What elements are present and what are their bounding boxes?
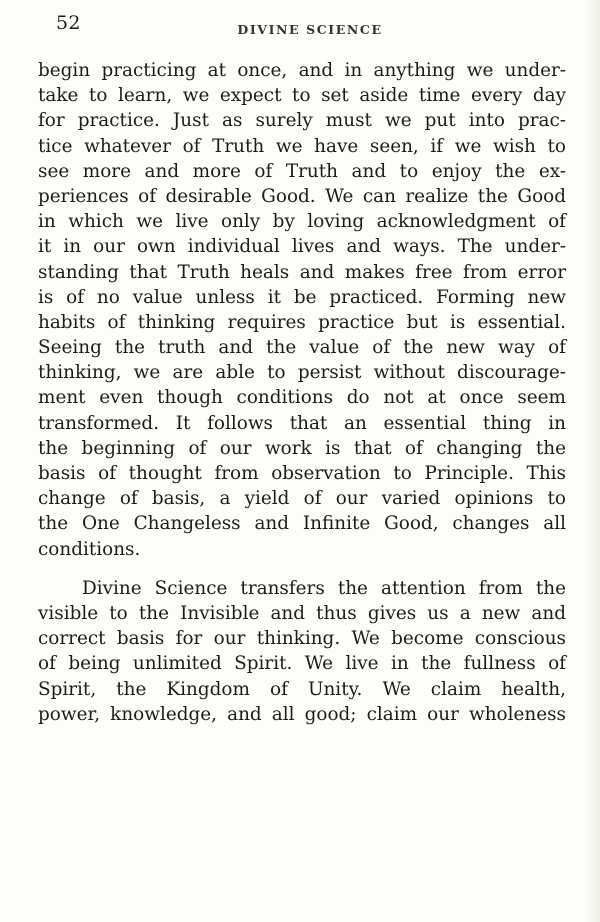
text-line: habits of thinking requires practice but is essential. [38,311,566,333]
text-line: see more and more of Truth and to enjoy the ex- [38,160,566,182]
text-line: Divine Science transfers the attention from the [82,577,566,599]
text-line: for practice. Just as surely must we put into prac- [38,110,566,132]
text-line: the One Changeless and Infinite Good, changes all [38,513,566,535]
text-line: Seeing the truth and the value of the new way of [38,337,566,359]
text-line: it in our own individual lives and ways. The under- [38,236,566,258]
page-number: 52 [56,12,81,34]
text-line: periences of desirable Good. We can realize the Good [38,185,566,207]
text-line: visible to the Invisible and thus gives us a new and [38,602,566,624]
paragraph-gap [38,562,566,576]
text-line: correct basis for our thinking. We become conscious [38,628,566,650]
text-line: ment even though conditions do not at once seem [38,387,566,409]
text-line: conditions. [38,538,141,560]
paragraph [38,58,566,562]
page-edge-shadow [586,0,600,922]
text-line: is of no value unless it be practiced. Forming new [38,286,566,308]
text-line: transformed. It follows that an essential thing in [38,412,566,434]
text-line: take to learn, we expect to set aside time every day [38,85,566,107]
text-line: in which we live only by loving acknowledgment of [38,211,566,233]
text-line: the beginning of our work is that of changing the [38,437,566,459]
text-line: Spirit, the Kingdom of Unity. We claim health, [38,678,566,700]
text-line: change of basis, a yield of our varied opinions to [38,488,566,510]
text-line: of being unlimited Spirit. We live in the fullness of [38,653,566,675]
text-line: basis of thought from observation to Principle. This [38,463,566,484]
text-line: begin practicing at once, and in anything we under- [38,60,566,81]
text-line: standing that Truth heals and makes free from error [38,261,566,283]
text-line: tice whatever of Truth we have seen, if we wish to [38,135,566,157]
running-head: DIVINE SCIENCE [237,22,383,37]
text-line: thinking, we are able to persist without discourage- [38,362,566,384]
body-text [38,58,566,727]
paragraph [38,576,566,727]
text-line: power, knowledge, and all good; claim our wholeness [38,703,566,725]
